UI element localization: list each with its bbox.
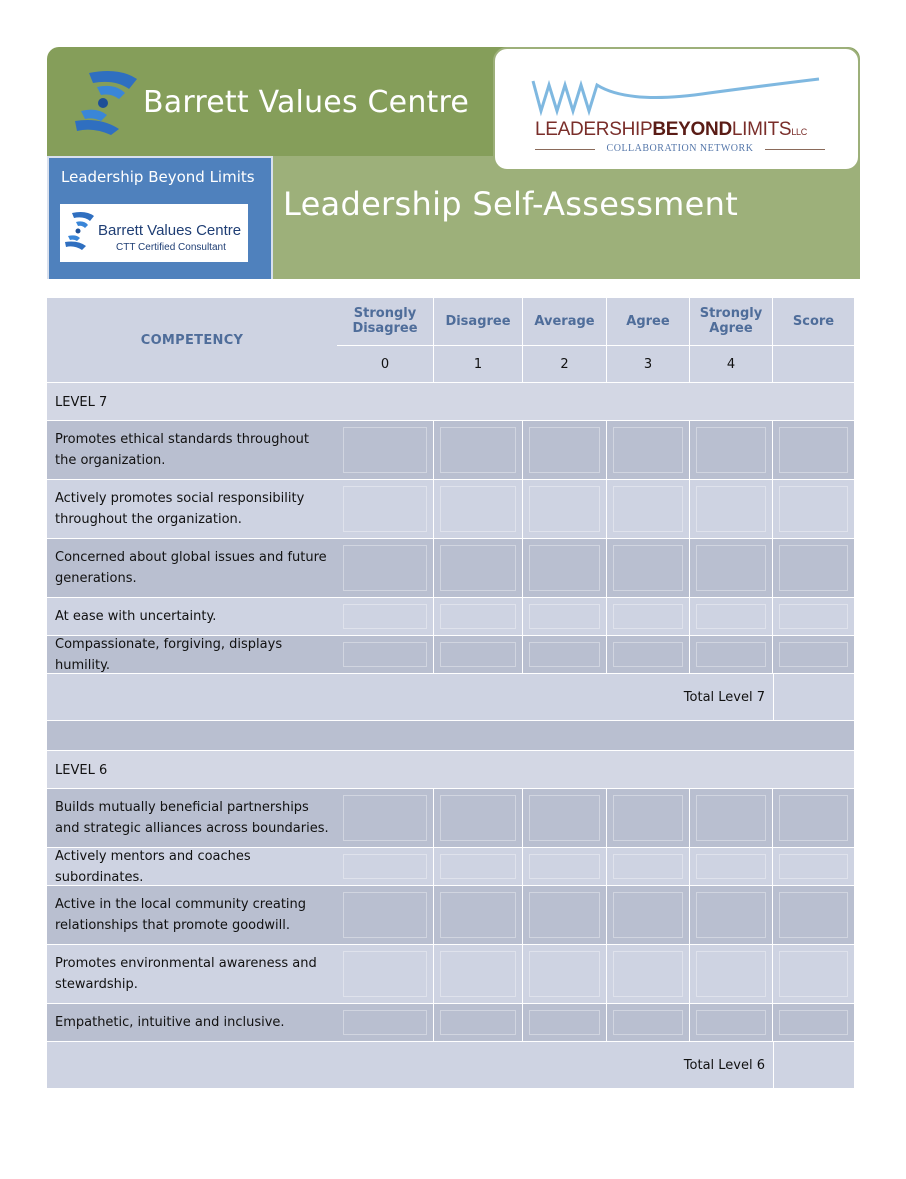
- rating-cell[interactable]: [337, 636, 434, 673]
- page-header: [47, 47, 860, 279]
- rating-cell[interactable]: [690, 636, 773, 673]
- table-row: [47, 1003, 854, 1041]
- rating-cell[interactable]: [607, 598, 690, 635]
- brand-name: Barrett Values Centre: [143, 85, 470, 120]
- rating-cell[interactable]: [690, 421, 773, 479]
- column-label: Score: [792, 313, 835, 329]
- rating-cell[interactable]: [434, 789, 523, 847]
- rating-cell[interactable]: [523, 539, 607, 597]
- partner-logo-box: [493, 47, 860, 171]
- badge-card-sub: CTT Certified Consultant: [116, 242, 226, 253]
- rating-cell[interactable]: [337, 1004, 434, 1041]
- column-value: 3: [607, 345, 689, 382]
- rating-cell[interactable]: [523, 848, 607, 885]
- table-row: [47, 944, 854, 1003]
- rating-cell[interactable]: [690, 480, 773, 538]
- rating-cell[interactable]: [690, 945, 773, 1003]
- score-cell[interactable]: [773, 848, 854, 885]
- rating-cell[interactable]: [523, 886, 607, 944]
- column-strongly-disagree: [337, 298, 434, 382]
- table-header-row: [47, 298, 854, 382]
- rating-cell[interactable]: [434, 945, 523, 1003]
- partner-wave-icon: [529, 75, 829, 117]
- rating-cell[interactable]: [337, 848, 434, 885]
- level-label: LEVEL 7: [55, 394, 108, 410]
- competency-header: COMPETENCY: [140, 332, 244, 348]
- badge-title: Leadership Beyond Limits: [61, 168, 255, 186]
- rating-cell[interactable]: [434, 848, 523, 885]
- rating-cell[interactable]: [607, 1004, 690, 1041]
- rating-cell[interactable]: [607, 636, 690, 673]
- partner-name: LEADERSHIPBEYONDLIMITSLLC: [535, 119, 807, 140]
- barrett-logo-icon: [71, 67, 141, 135]
- competency-text: Actively mentors and coaches subordinates.: [55, 848, 251, 885]
- rating-cell[interactable]: [690, 848, 773, 885]
- competency-text: Concerned about global issues and future generations.: [55, 550, 327, 586]
- column-strongly-agree: [690, 298, 773, 382]
- column-label: Disagree: [445, 313, 511, 329]
- level-label: LEVEL 6: [55, 762, 108, 778]
- rating-cell[interactable]: [523, 945, 607, 1003]
- competency-text: Actively promotes social responsibility throughout the organization.: [55, 491, 305, 527]
- rating-cell[interactable]: [523, 789, 607, 847]
- rating-cell[interactable]: [434, 539, 523, 597]
- rating-cell[interactable]: [434, 480, 523, 538]
- column-value: 0: [337, 345, 433, 382]
- competency-text: At ease with uncertainty.: [55, 609, 217, 624]
- rating-cell[interactable]: [607, 886, 690, 944]
- rating-cell[interactable]: [523, 1004, 607, 1041]
- column-value: 4: [690, 345, 772, 382]
- table-row: [47, 538, 854, 597]
- rating-cell[interactable]: [337, 945, 434, 1003]
- column-disagree: [434, 298, 523, 382]
- score-cell[interactable]: [773, 539, 854, 597]
- total-score-cell[interactable]: [773, 1042, 854, 1089]
- level-row: [47, 750, 854, 788]
- rating-cell[interactable]: [690, 598, 773, 635]
- column-label: Strongly Disagree: [352, 306, 418, 336]
- rating-cell[interactable]: [523, 598, 607, 635]
- score-cell[interactable]: [773, 636, 854, 673]
- total-row: [47, 673, 854, 720]
- competency-text: Builds mutually beneficial partnerships and strategic alliances across boundaries.: [55, 800, 329, 836]
- rating-cell[interactable]: [337, 886, 434, 944]
- competency-text: Empathetic, intuitive and inclusive.: [55, 1015, 285, 1030]
- table-row: [47, 420, 854, 479]
- rating-cell[interactable]: [607, 789, 690, 847]
- rating-cell[interactable]: [434, 636, 523, 673]
- partner-tagline: COLLABORATION NETWORK: [535, 143, 825, 157]
- consultant-badge: [47, 156, 273, 279]
- score-cell[interactable]: [773, 1004, 854, 1041]
- rating-cell[interactable]: [523, 636, 607, 673]
- rating-cell[interactable]: [434, 1004, 523, 1041]
- rating-cell[interactable]: [337, 598, 434, 635]
- rating-cell[interactable]: [607, 848, 690, 885]
- column-score: [773, 298, 854, 382]
- column-value: 1: [434, 345, 522, 382]
- rating-cell[interactable]: [434, 421, 523, 479]
- table-row: [47, 479, 854, 538]
- rating-cell[interactable]: [337, 539, 434, 597]
- assessment-table: [47, 298, 854, 1088]
- score-cell[interactable]: [773, 480, 854, 538]
- total-label: Total Level 6: [683, 1058, 765, 1073]
- rating-cell[interactable]: [690, 539, 773, 597]
- rating-cell[interactable]: [690, 789, 773, 847]
- column-value: [773, 345, 854, 382]
- barrett-small-logo-icon: [64, 210, 96, 250]
- rating-cell[interactable]: [607, 480, 690, 538]
- total-score-cell[interactable]: [773, 674, 854, 721]
- table-row: [47, 788, 854, 847]
- page-title: Leadership Self-Assessment: [283, 185, 739, 223]
- rating-cell[interactable]: [690, 886, 773, 944]
- column-agree: [607, 298, 690, 382]
- total-row: [47, 1041, 854, 1088]
- table-row: [47, 597, 854, 635]
- badge-card: [60, 204, 248, 262]
- competency-text: Active in the local community creating relationships that promote goodwill.: [55, 897, 307, 933]
- table-row: [47, 635, 854, 673]
- table-row: [47, 847, 854, 885]
- rating-cell[interactable]: [337, 480, 434, 538]
- rating-cell[interactable]: [607, 945, 690, 1003]
- total-label: Total Level 7: [683, 690, 765, 705]
- badge-card-name: Barrett Values Centre: [98, 222, 242, 239]
- column-label: Strongly Agree: [699, 306, 763, 336]
- competency-text: Promotes ethical standards throughout the organization.: [55, 432, 309, 468]
- score-cell[interactable]: [773, 945, 854, 1003]
- score-cell[interactable]: [773, 421, 854, 479]
- score-cell[interactable]: [773, 789, 854, 847]
- table-row: [47, 885, 854, 944]
- score-cell[interactable]: [773, 886, 854, 944]
- rating-cell[interactable]: [337, 789, 434, 847]
- column-label: Agree: [626, 313, 670, 329]
- score-cell[interactable]: [773, 598, 854, 635]
- rating-cell[interactable]: [434, 886, 523, 944]
- rating-cell[interactable]: [690, 1004, 773, 1041]
- section-divider: [47, 720, 854, 750]
- column-average: [523, 298, 607, 382]
- rating-cell[interactable]: [607, 539, 690, 597]
- competency-text: Compassionate, forgiving, displays humility.: [55, 636, 283, 673]
- rating-cell[interactable]: [337, 421, 434, 479]
- level-row: [47, 382, 854, 420]
- rating-cell[interactable]: [523, 480, 607, 538]
- column-value: 2: [523, 345, 606, 382]
- rating-cell[interactable]: [607, 421, 690, 479]
- rating-cell[interactable]: [434, 598, 523, 635]
- column-label: Average: [534, 313, 595, 329]
- rating-cell[interactable]: [523, 421, 607, 479]
- competency-text: Promotes environmental awareness and stewardship.: [55, 956, 317, 992]
